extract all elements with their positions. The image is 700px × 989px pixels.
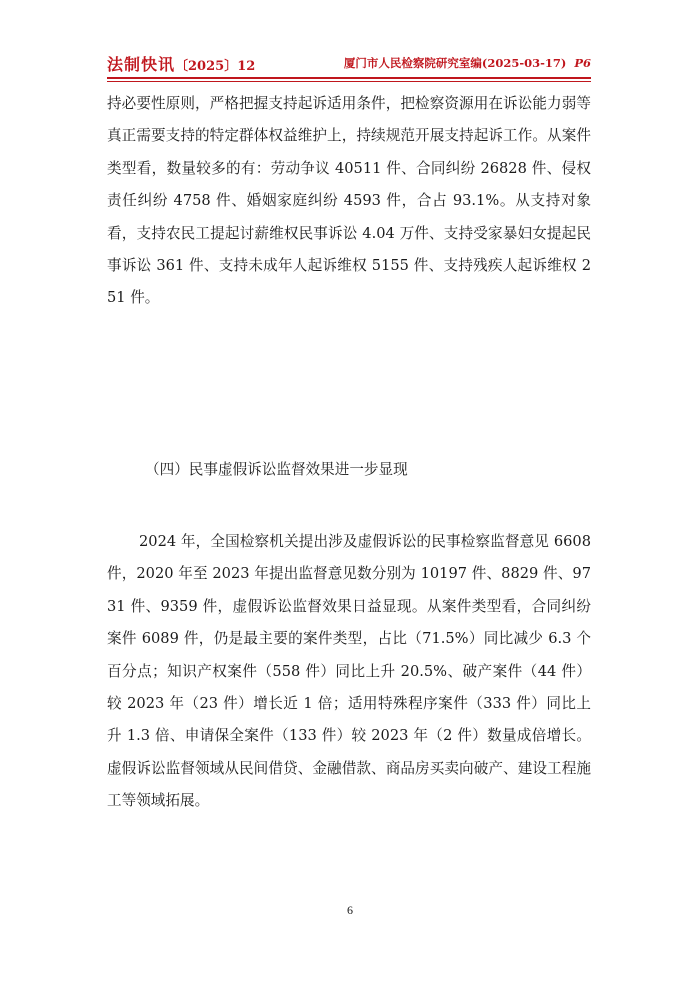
publication-title <box>107 52 255 75</box>
header-rule-thick <box>107 77 591 79</box>
header-page-tag: P6 <box>574 56 591 70</box>
editor-source: 厦门市人民检察院研究室编(2025-03-17) <box>343 56 567 70</box>
header-source <box>344 55 591 71</box>
body-text-top <box>107 88 591 315</box>
section-heading: （四）民事虚假诉讼监督效果进一步显现 <box>145 461 408 478</box>
paragraph-false-litigation: 2024 年，全国检察机关提出涉及虚假诉讼的民事检察监督意见 6608 件，2020 年至 2023 年提出监督意见数分别为 10197 件、8829 件、9731 件、9359 件，虚假诉讼监督效果日益显现。从案件类型看，合同纠纷案件 6089 件，仍是最主要的案件类型，占比（71.5%）同比减少 6.3 个百分点；知识产权案件（558 件）同比上升 20.5%、破产案件（44 件）较 2023 年（23 件）增长近 1 倍；适用特殊程序案件（333 件）同比上升 1.3 倍、申请保全案件（133 件）较 2023 年（2 件）数量成倍增长。虚假诉讼监督领域从民间借贷、金融借款、商品房买卖向破产、建设工程施工等领域拓展。 <box>107 533 591 810</box>
page-header <box>107 50 591 76</box>
page-number: 6 <box>347 903 353 917</box>
body-text-bottom <box>107 526 591 818</box>
header-rule-thin <box>107 81 591 82</box>
paragraph-support-lawsuit: 持必要性原则，严格把握支持起诉适用条件，把检察资源用在诉讼能力弱等真正需要支持的特定群体权益维护上，持续规范开展支持起诉工作。从案件类型看，数量较多的有：劳动争议 40511 件、合同纠纷 26828 件、侵权责任纠纷 4758 件、婚姻家庭纠纷 4593 件，合占 93.1%。从支持对象看，支持农民工提起讨薪维权民事诉讼 4.04 万件、支持受家暴妇女提起民事诉讼 361 件、支持未成年人起诉维权 5155 件、支持残疾人起诉维权 251 件。 <box>107 95 591 307</box>
issue-number: 〔2025〕12 <box>175 59 256 74</box>
brand-name: 法制快讯 <box>107 55 176 74</box>
